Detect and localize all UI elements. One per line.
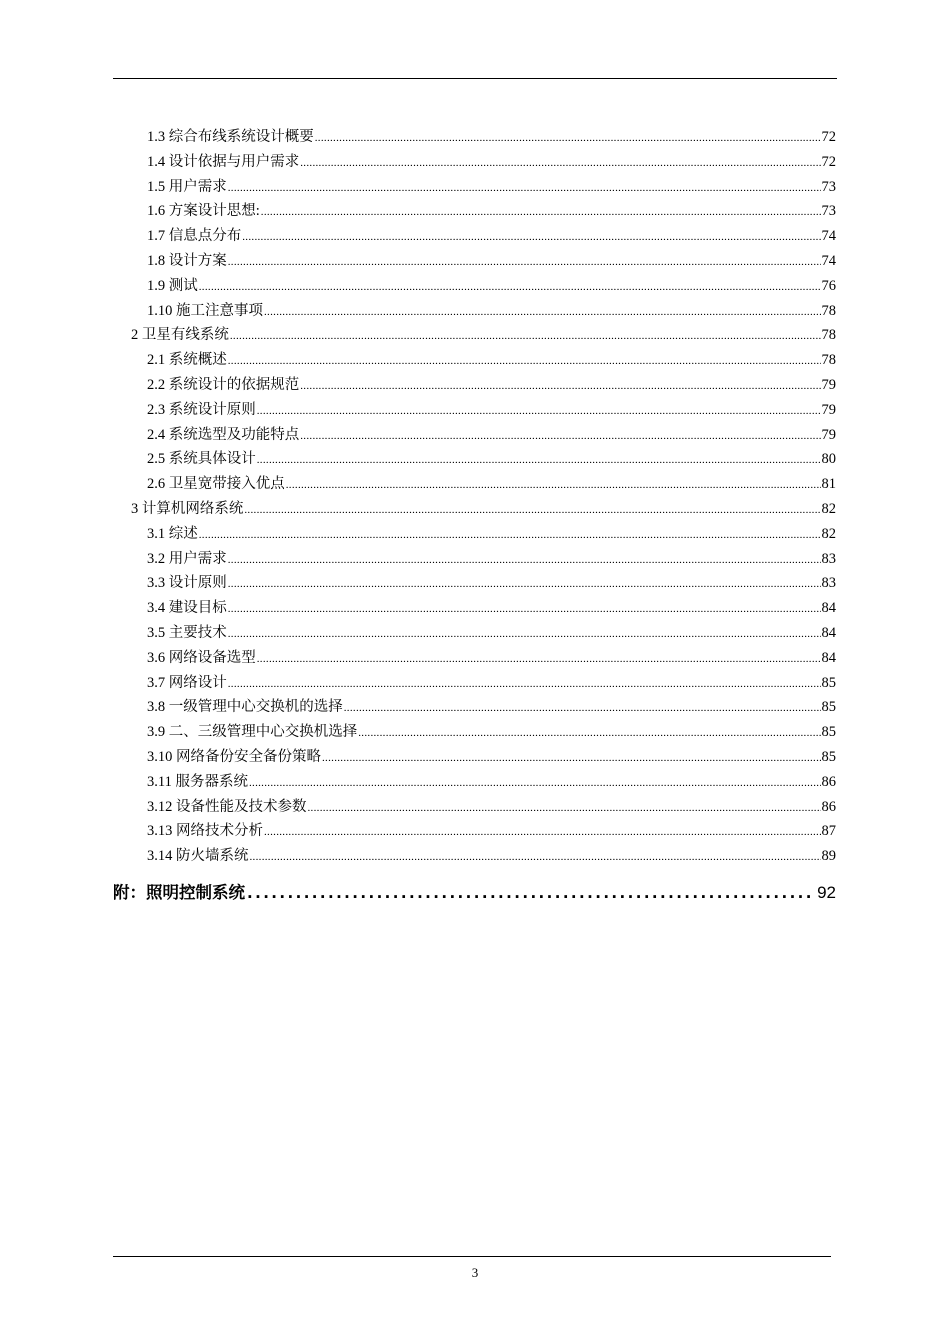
toc-entry-page: 87	[821, 823, 836, 840]
toc-entry[interactable]	[0, 423, 950, 448]
toc-entry-leader	[228, 672, 821, 697]
toc-entry-page: 78	[821, 327, 836, 344]
toc-entry-page: 82	[821, 500, 836, 517]
toc-entry-page: 85	[821, 724, 836, 741]
toc-entry-title: 3.9 二、三级管理中心交换机选择	[147, 724, 358, 741]
toc-entry-leader	[264, 300, 821, 325]
toc-entry-title: 3.4 建设目标	[147, 600, 227, 617]
toc-entry-title: 3.7 网络设计	[147, 674, 227, 691]
toc-entry-leader	[358, 721, 820, 746]
toc-entry-leader	[244, 498, 820, 523]
toc-entry-title: 2.6 卫星宽带接入优点	[147, 476, 285, 493]
toc-entry[interactable]	[0, 671, 950, 696]
toc-entry-leader	[242, 225, 820, 250]
toc-entry-leader	[228, 572, 821, 597]
toc-entry-page: 84	[821, 600, 836, 617]
toc-entry-leader	[199, 523, 821, 548]
toc-entry-title: 1.3 综合布线系统设计概要	[147, 129, 314, 145]
toc-entry-title: 1.5 用户需求	[147, 178, 227, 195]
toc-entry[interactable]	[0, 621, 950, 646]
toc-entry-leader	[257, 448, 821, 473]
toc-appendix-entry[interactable]	[113, 880, 836, 906]
toc-entry-page: 89	[821, 848, 836, 865]
toc-entry-leader	[228, 349, 821, 374]
toc-entry-title: 2.3 系统设计原则	[147, 401, 256, 418]
page-number: 3	[471, 1265, 479, 1280]
toc-entry[interactable]	[0, 447, 950, 472]
toc-entry[interactable]	[0, 497, 950, 522]
toc-entry-page: 85	[821, 699, 836, 716]
toc-entry-page: 78	[821, 302, 836, 319]
toc-entry-page: 81	[821, 476, 836, 493]
toc-entry-leader	[322, 746, 821, 771]
toc-entry[interactable]	[0, 150, 950, 175]
toc-entry-title: 2.4 系统选型及功能特点	[147, 426, 300, 443]
toc-entry[interactable]	[0, 299, 950, 324]
toc-entry[interactable]	[0, 125, 950, 150]
toc-entry-title: 3.5 主要技术	[147, 624, 227, 641]
toc-entry[interactable]	[0, 745, 950, 770]
toc-entry-page: 86	[821, 773, 836, 790]
toc-entry-leader	[308, 796, 821, 821]
toc-entry-page: 73	[821, 178, 836, 195]
toc-entry-page: 76	[821, 277, 836, 294]
toc-entry[interactable]	[0, 770, 950, 795]
toc-entry[interactable]	[0, 323, 950, 348]
toc-entry-leader	[228, 622, 821, 647]
toc-entry-title: 3.8 一级管理中心交换机的选择	[147, 699, 343, 716]
toc-entry-title: 3.14 防火墙系统	[147, 848, 249, 865]
toc-entry[interactable]	[0, 249, 950, 274]
toc-entry[interactable]	[0, 795, 950, 820]
toc-entry[interactable]	[0, 199, 950, 224]
toc-entry-leader	[315, 126, 821, 151]
toc-entry[interactable]	[0, 720, 950, 745]
toc-entry-title: 3.13 网络技术分析	[147, 823, 263, 840]
toc-entry-page: 79	[821, 401, 836, 418]
toc-entry[interactable]	[0, 844, 950, 869]
toc-appendix-title: 附：照明控制系统	[113, 883, 245, 902]
toc-entry-leader	[228, 250, 821, 275]
toc-entry-page: 82	[821, 525, 836, 542]
toc-entry[interactable]	[0, 224, 950, 249]
toc-entry-title: 3.2 用户需求	[147, 550, 227, 567]
toc-entry[interactable]	[0, 398, 950, 423]
toc-entry-title: 1.7 信息点分布	[147, 228, 242, 245]
toc-entry-leader	[228, 548, 821, 573]
header-rule	[113, 78, 837, 79]
toc-entry-title: 1.6 方案设计思想:	[147, 203, 260, 220]
toc-entry-title: 1.4 设计依据与用户需求	[147, 153, 300, 170]
toc-entry-leader	[300, 151, 820, 176]
toc-appendix-page: 92	[817, 883, 836, 902]
toc-entry[interactable]	[0, 547, 950, 572]
toc-entry-leader	[300, 424, 820, 449]
footer-rule	[113, 1256, 831, 1257]
toc-entry-title: 3.12 设备性能及技术参数	[147, 798, 307, 815]
toc-entry-title: 3.3 设计原则	[147, 575, 227, 592]
toc-entry-title: 3.1 综述	[147, 525, 198, 542]
toc-entry-leader	[264, 820, 821, 845]
toc-entry-leader	[199, 275, 821, 300]
toc-entry-leader	[257, 647, 821, 672]
toc-appendix-leader	[247, 880, 815, 906]
toc-entry-page: 79	[821, 376, 836, 393]
toc-entry[interactable]	[0, 596, 950, 621]
toc-entry-title: 2.1 系统概述	[147, 352, 227, 369]
toc-entry[interactable]	[0, 571, 950, 596]
toc-entry[interactable]	[0, 695, 950, 720]
toc-entry[interactable]	[0, 175, 950, 200]
toc-entry-page: 86	[821, 798, 836, 815]
toc-entry-title: 2 卫星有线系统	[131, 327, 229, 344]
toc-entry[interactable]	[0, 472, 950, 497]
toc-entry-leader	[228, 597, 821, 622]
toc-entry-page: 83	[821, 575, 836, 592]
toc-entry[interactable]	[0, 373, 950, 398]
toc-entry[interactable]	[0, 522, 950, 547]
toc-entry-title: 2.5 系统具体设计	[147, 451, 256, 468]
toc-entry-leader	[261, 200, 821, 225]
toc-entry-title: 2.2 系统设计的依据规范	[147, 376, 300, 393]
toc-entry[interactable]	[0, 274, 950, 299]
toc-entry-title: 3.6 网络设备选型	[147, 649, 256, 666]
toc-entry-leader	[257, 399, 821, 424]
toc-entry-leader	[344, 696, 821, 721]
toc-entry-title: 3.11 服务器系统	[147, 773, 248, 790]
toc-entry-leader	[230, 324, 821, 349]
toc-entry-title: 1.10 施工注意事项	[147, 302, 263, 319]
toc-entry-page: 79	[821, 426, 836, 443]
toc-entry-page: 85	[821, 748, 836, 765]
toc-entry-title: 1.9 测试	[147, 277, 198, 294]
toc-entry-leader	[286, 473, 821, 498]
toc-entry-page: 72	[821, 153, 836, 170]
toc-entry[interactable]	[0, 348, 950, 373]
toc-entry-page: 84	[821, 624, 836, 641]
toc-entry-page: 80	[821, 451, 836, 468]
toc-entry[interactable]	[0, 646, 950, 671]
toc-entry-page: 74	[821, 228, 836, 245]
toc-entry-page: 85	[821, 674, 836, 691]
toc-entry-title: 1.8 设计方案	[147, 252, 227, 269]
table-of-contents	[0, 125, 950, 869]
toc-entry-leader	[228, 176, 821, 201]
toc-entry-page: 83	[821, 550, 836, 567]
toc-entry-page: 78	[821, 352, 836, 369]
toc-entry-page: 84	[821, 649, 836, 666]
toc-entry[interactable]	[0, 819, 950, 844]
toc-entry-page: 74	[821, 252, 836, 269]
toc-entry-leader	[250, 845, 821, 870]
toc-entry-title: 3 计算机网络系统	[131, 500, 244, 517]
toc-entry-title: 3.10 网络备份安全备份策略	[147, 748, 321, 765]
toc-entry-leader	[300, 374, 820, 399]
toc-entry-page: 73	[821, 203, 836, 220]
toc-entry-page: 72	[821, 129, 836, 145]
toc-entry-leader	[249, 771, 821, 796]
